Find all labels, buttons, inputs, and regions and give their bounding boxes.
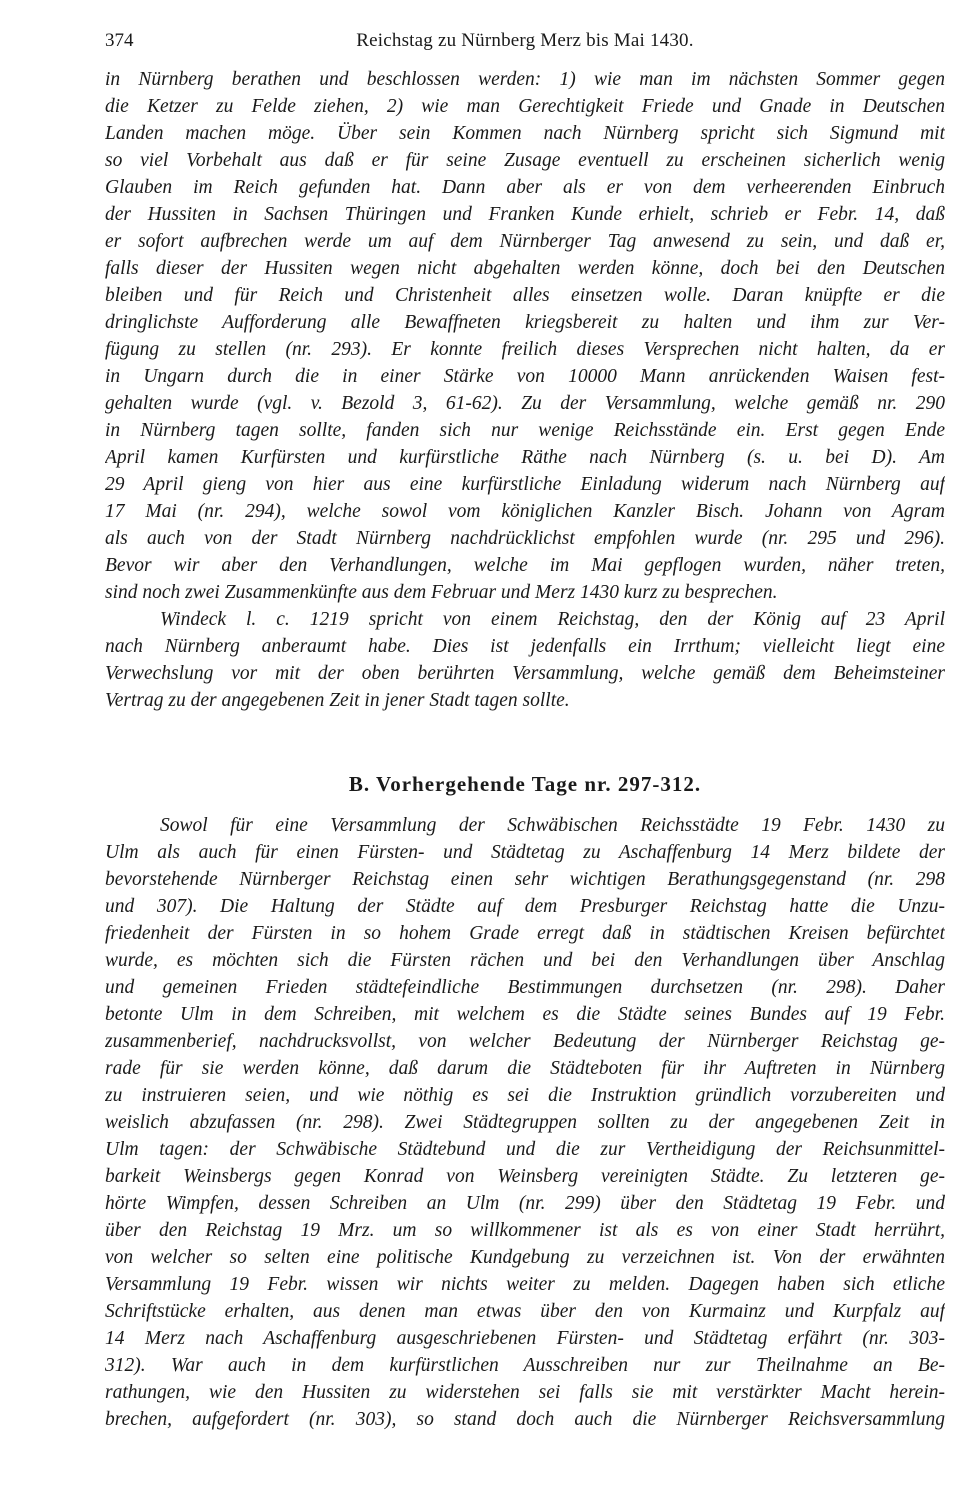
text-line: Vertrag zu der angegebenen Zeit in jener Stadt tagen sollte.	[105, 690, 570, 711]
text-line: 29 April gieng von hier aus eine kurfürstliche Einladung widerum nach Nürnberg auf	[105, 474, 945, 495]
text-line: der Hussiten in Sachsen Thüringen und Franken Kunde erhielt, schrieb er Febr. 14, daß	[105, 204, 945, 225]
text-line: barkeit Weinsbergs gegen Konrad von Weinsberg vereinigten Städte. Zu letzteren ge-	[105, 1166, 945, 1187]
page-number: 374	[105, 30, 134, 51]
page-header	[105, 30, 945, 60]
text-line: bevorstehende Nürnberger Reichstag einen sehr wichtigen Berathungsgegenstand (nr. 298	[105, 869, 945, 890]
text-line: bleiben und für Reich und Christenheit alles einsetzen wolle. Daran knüpfte er die	[105, 285, 945, 306]
text-line: in Ungarn durch die in einer Stärke von 10000 Mann anrückenden Waisen fest-	[105, 366, 945, 387]
text-line: als auch von der Stadt Nürnberg nachdrücklichst empfohlen wurde (nr. 295 und 296).	[105, 528, 945, 549]
paragraph-block-intro	[105, 66, 945, 714]
text-line: Ulm als auch für einen Fürsten- und Städtetag zu Aschaffenburg 14 Merz bildete der	[105, 842, 945, 863]
text-line: Verwechslung vor mit der oben berührten Versammlung, welche gemäß dem Beheimsteiner	[105, 663, 945, 684]
text-line: Landen machen möge. Über sein Kommen nach Nürnberg spricht sich Sigmund mit	[105, 123, 945, 144]
text-line: rade für sie werden könne, daß darum die Städteboten für ihr Auftreten in Nürnberg	[105, 1058, 945, 1079]
text-line: in Nürnberg berathen und beschlossen werden: 1) wie man im nächsten Sommer gegen	[105, 69, 945, 90]
text-line: betonte Ulm in dem Schreiben, mit welchem es die Städte seines Bundes auf 19 Febr.	[105, 1004, 945, 1025]
text-line: Ulm tagen: der Schwäbische Städtebund und die zur Vertheidigung der Reichsunmittel-	[105, 1139, 945, 1160]
text-line: er sofort aufbrechen werde um auf dem Nürnberger Tag anwesend zu sein, und daß er,	[105, 231, 945, 252]
text-line: wurde, es möchten sich die Fürsten rächen und bei den Verhandlungen über Anschlag	[105, 950, 945, 971]
text-line: fügung zu stellen (nr. 293). Er konnte freilich dieses Versprechen nicht halten, da er	[105, 339, 945, 360]
text-line: April kamen Kurfürsten und kurfürstliche Räthe nach Nürnberg (s. u. bei D). Am	[105, 447, 945, 468]
text-line: rathungen, wie den Hussiten zu widerstehen sei falls sie mit verstärkter Macht herein-	[105, 1382, 945, 1403]
text-line: Schriftstücke erhalten, aus denen man etwas über den von Kurmainz und Kurpfalz auf	[105, 1301, 945, 1322]
text-line: weislich abzufassen (nr. 298). Zwei Städtegruppen sollten zu der angegebenen Zeit in	[105, 1112, 945, 1133]
text-line: über den Reichstag 19 Mrz. um so willkommener ist als es von einer Stadt herrührt,	[105, 1220, 945, 1241]
text-line: Windeck l. c. 1219 spricht von einem Reichstag, den der König auf 23 April	[160, 609, 945, 630]
text-line: die Ketzer zu Felde ziehen, 2) wie man Gerechtigkeit Friede und Gnade in Deutschen	[105, 96, 945, 117]
text-line: falls dieser der Hussiten wegen nicht abgehalten werden könne, doch bei den Deutschen	[105, 258, 945, 279]
text-line: in Nürnberg tagen sollte, fanden sich nur wenige Reichsstände ein. Erst gegen Ende	[105, 420, 945, 441]
text-line: brechen, aufgefordert (nr. 303), so stand doch auch die Nürnberger Reichsversammlung	[105, 1409, 945, 1430]
running-head: Reichstag zu Nürnberg Merz bis Mai 1430.	[356, 30, 694, 51]
text-line: und gemeinen Frieden städtefeindliche Bestimmungen durchsetzen (nr. 298). Daher	[105, 977, 945, 998]
text-line: von welcher so selten eine politische Kundgebung zu verzeichnen ist. Von der erwähnten	[105, 1247, 945, 1268]
text-line: und 307). Die Haltung der Städte auf dem Presburger Reichstag hatte die Unzu-	[105, 896, 945, 917]
paragraph-block-section-b	[105, 812, 945, 1433]
text-line: zusammenberief, nachdrucksvollst, von welcher Bedeutung der Nürnberger Reichstag ge-	[105, 1031, 945, 1052]
text-line: 14 Merz nach Aschaffenburg ausgeschriebenen Fürsten- und Städtetag erfährt (nr. 303-	[105, 1328, 945, 1349]
text-line: 17 Mai (nr. 294), welche sowol vom königlichen Kanzler Bisch. Johann von Agram	[105, 501, 945, 522]
text-line: so viel Vorbehalt aus daß er für seine Zusage eventuell zu erscheinen sicherlich wenig	[105, 150, 945, 171]
section-heading: B. Vorhergehende Tage nr. 297-312.	[348, 772, 702, 796]
text-line: Glauben im Reich gefunden hat. Dann aber als er von dem verheerenden Einbruch	[105, 177, 945, 198]
text-line: friedenheit der Fürsten in so hohem Grade erregt daß in städtischen Kreisen befürchtet	[105, 923, 945, 944]
text-line: Sowol für eine Versammlung der Schwäbischen Reichsstädte 19 Febr. 1430 zu	[160, 815, 945, 836]
text-line: dringlichste Aufforderung alle Bewaffneten kriegsbereit zu halten und ihm zur Ver-	[105, 312, 945, 333]
text-line: hörte Wimpfen, dessen Schreiben an Ulm (nr. 299) über den Städtetag 19 Febr. und	[105, 1193, 945, 1214]
text-line: 312). War auch in dem kurfürstlichen Ausschreiben nur zur Theilnahme an Be-	[105, 1355, 945, 1376]
text-line: sind noch zwei Zusammenkünfte aus dem Februar und Merz 1430 kurz zu besprechen.	[105, 582, 778, 603]
text-line: gehalten wurde (vgl. v. Bezold 3, 61-62). Zu der Versammlung, welche gemäß nr. 290	[105, 393, 945, 414]
text-line: zu instruieren seien, und wie nöthig es sei die Instruktion gründlich vorzubereiten und	[105, 1085, 945, 1106]
text-line: Versammlung 19 Febr. wissen wir nichts weiter zu melden. Dagegen haben sich etliche	[105, 1274, 945, 1295]
text-line: Bevor wir aber den Verhandlungen, welche im Mai gepflogen wurden, näher treten,	[105, 555, 945, 576]
text-line: nach Nürnberg anberaumt habe. Dies ist jedenfalls ein Irrthum; vielleicht liegt eine	[105, 636, 945, 657]
